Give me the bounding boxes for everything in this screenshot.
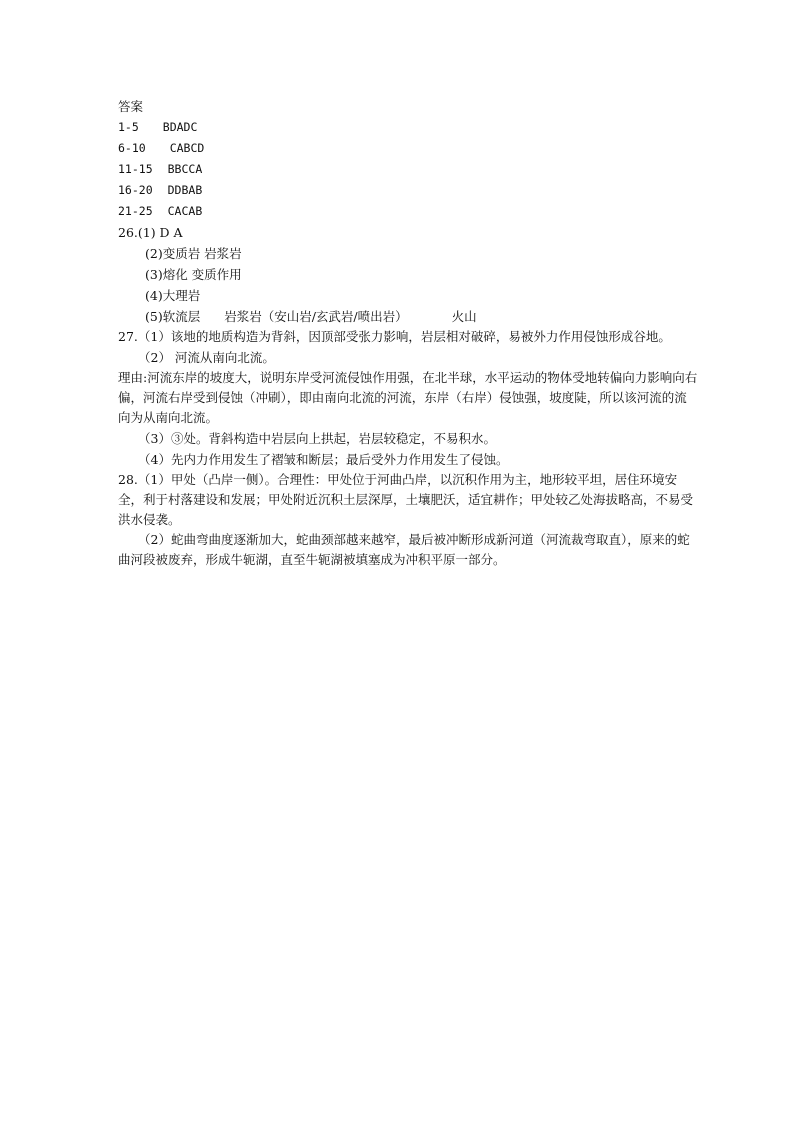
q27-reason: 理由:河流东岸的坡度大，说明东岸受河流侵蚀作用强，在北半球，水平运动的物体受地转偏向力影响向右偏，河流右岸受到侵蚀（冲刷），即由南向北流的河流，东岸（右岸）侵蚀强，坡度陡，所以该河流的流向为从南向北流。	[118, 370, 698, 425]
mc-answer-row	[118, 159, 698, 180]
mc-answers: BDADC	[162, 120, 198, 134]
q26-part5-layer: (5)软流层	[145, 309, 201, 324]
q26-part5	[118, 306, 698, 327]
mc-answer-row	[118, 180, 698, 201]
q26-part2: (2)变质岩 岩浆岩	[145, 246, 242, 261]
q28-part1: 28.（1）甲处（凸岸一侧）。合理性：甲处位于河曲凸岸，以沉积作用为主，地形较平坦，居住环境安全，利于村落建设和发展；甲处附近沉积土层深厚，土壤肥沃，适宜耕作；甲处较乙处海拔略高，不易受洪水侵袭。	[118, 472, 694, 527]
q27-part4: （4）先内力作用发生了褶皱和断层；最后受外力作用发生了侵蚀。	[138, 452, 509, 467]
q26-part1: 26.(1) D A	[118, 225, 183, 240]
q26-part3: (3)熔化 变质作用	[145, 267, 242, 282]
answer-title: 答案	[118, 99, 144, 114]
answer-sheet	[118, 96, 698, 570]
q26-part5-landform: 火山	[451, 309, 477, 324]
mc-answer-row	[118, 117, 698, 138]
q27-part1: 27.（1）该地的地质构造为背斜，因顶部受张力影响，岩层相对破碎，易被外力作用侵蚀形成谷地。	[118, 329, 671, 344]
mc-answers: CACAB	[167, 204, 203, 218]
mc-answers: BBCCA	[167, 162, 203, 176]
mc-answers: CABCD	[169, 141, 205, 155]
mc-range: 16-20	[118, 183, 153, 197]
q26-part5-rock: 岩浆岩（安山岩/玄武岩/喷出岩）	[224, 309, 408, 324]
mc-range: 6-10	[118, 141, 146, 155]
mc-range: 21-25	[118, 204, 153, 218]
q27-part2: （2） 河流从南向北流。	[138, 350, 275, 365]
q27-part3: （3）③处。背斜构造中岩层向上拱起，岩层较稳定，不易积水。	[138, 431, 496, 446]
mc-answer-row	[118, 138, 698, 159]
mc-range: 11-15	[118, 162, 153, 176]
mc-answer-row	[118, 201, 698, 222]
mc-answers: DDBAB	[167, 183, 203, 197]
q28-part2: （2）蛇曲弯曲度逐渐加大，蛇曲颈部越来越窄，最后被冲断形成新河道（河流裁弯取直），原来的蛇曲河段被废弃，形成牛轭湖，直至牛轭湖被填塞成为冲积平原一部分。	[118, 532, 690, 567]
mc-range: 1-5	[118, 120, 139, 134]
q26-part4: (4)大理岩	[145, 288, 201, 303]
